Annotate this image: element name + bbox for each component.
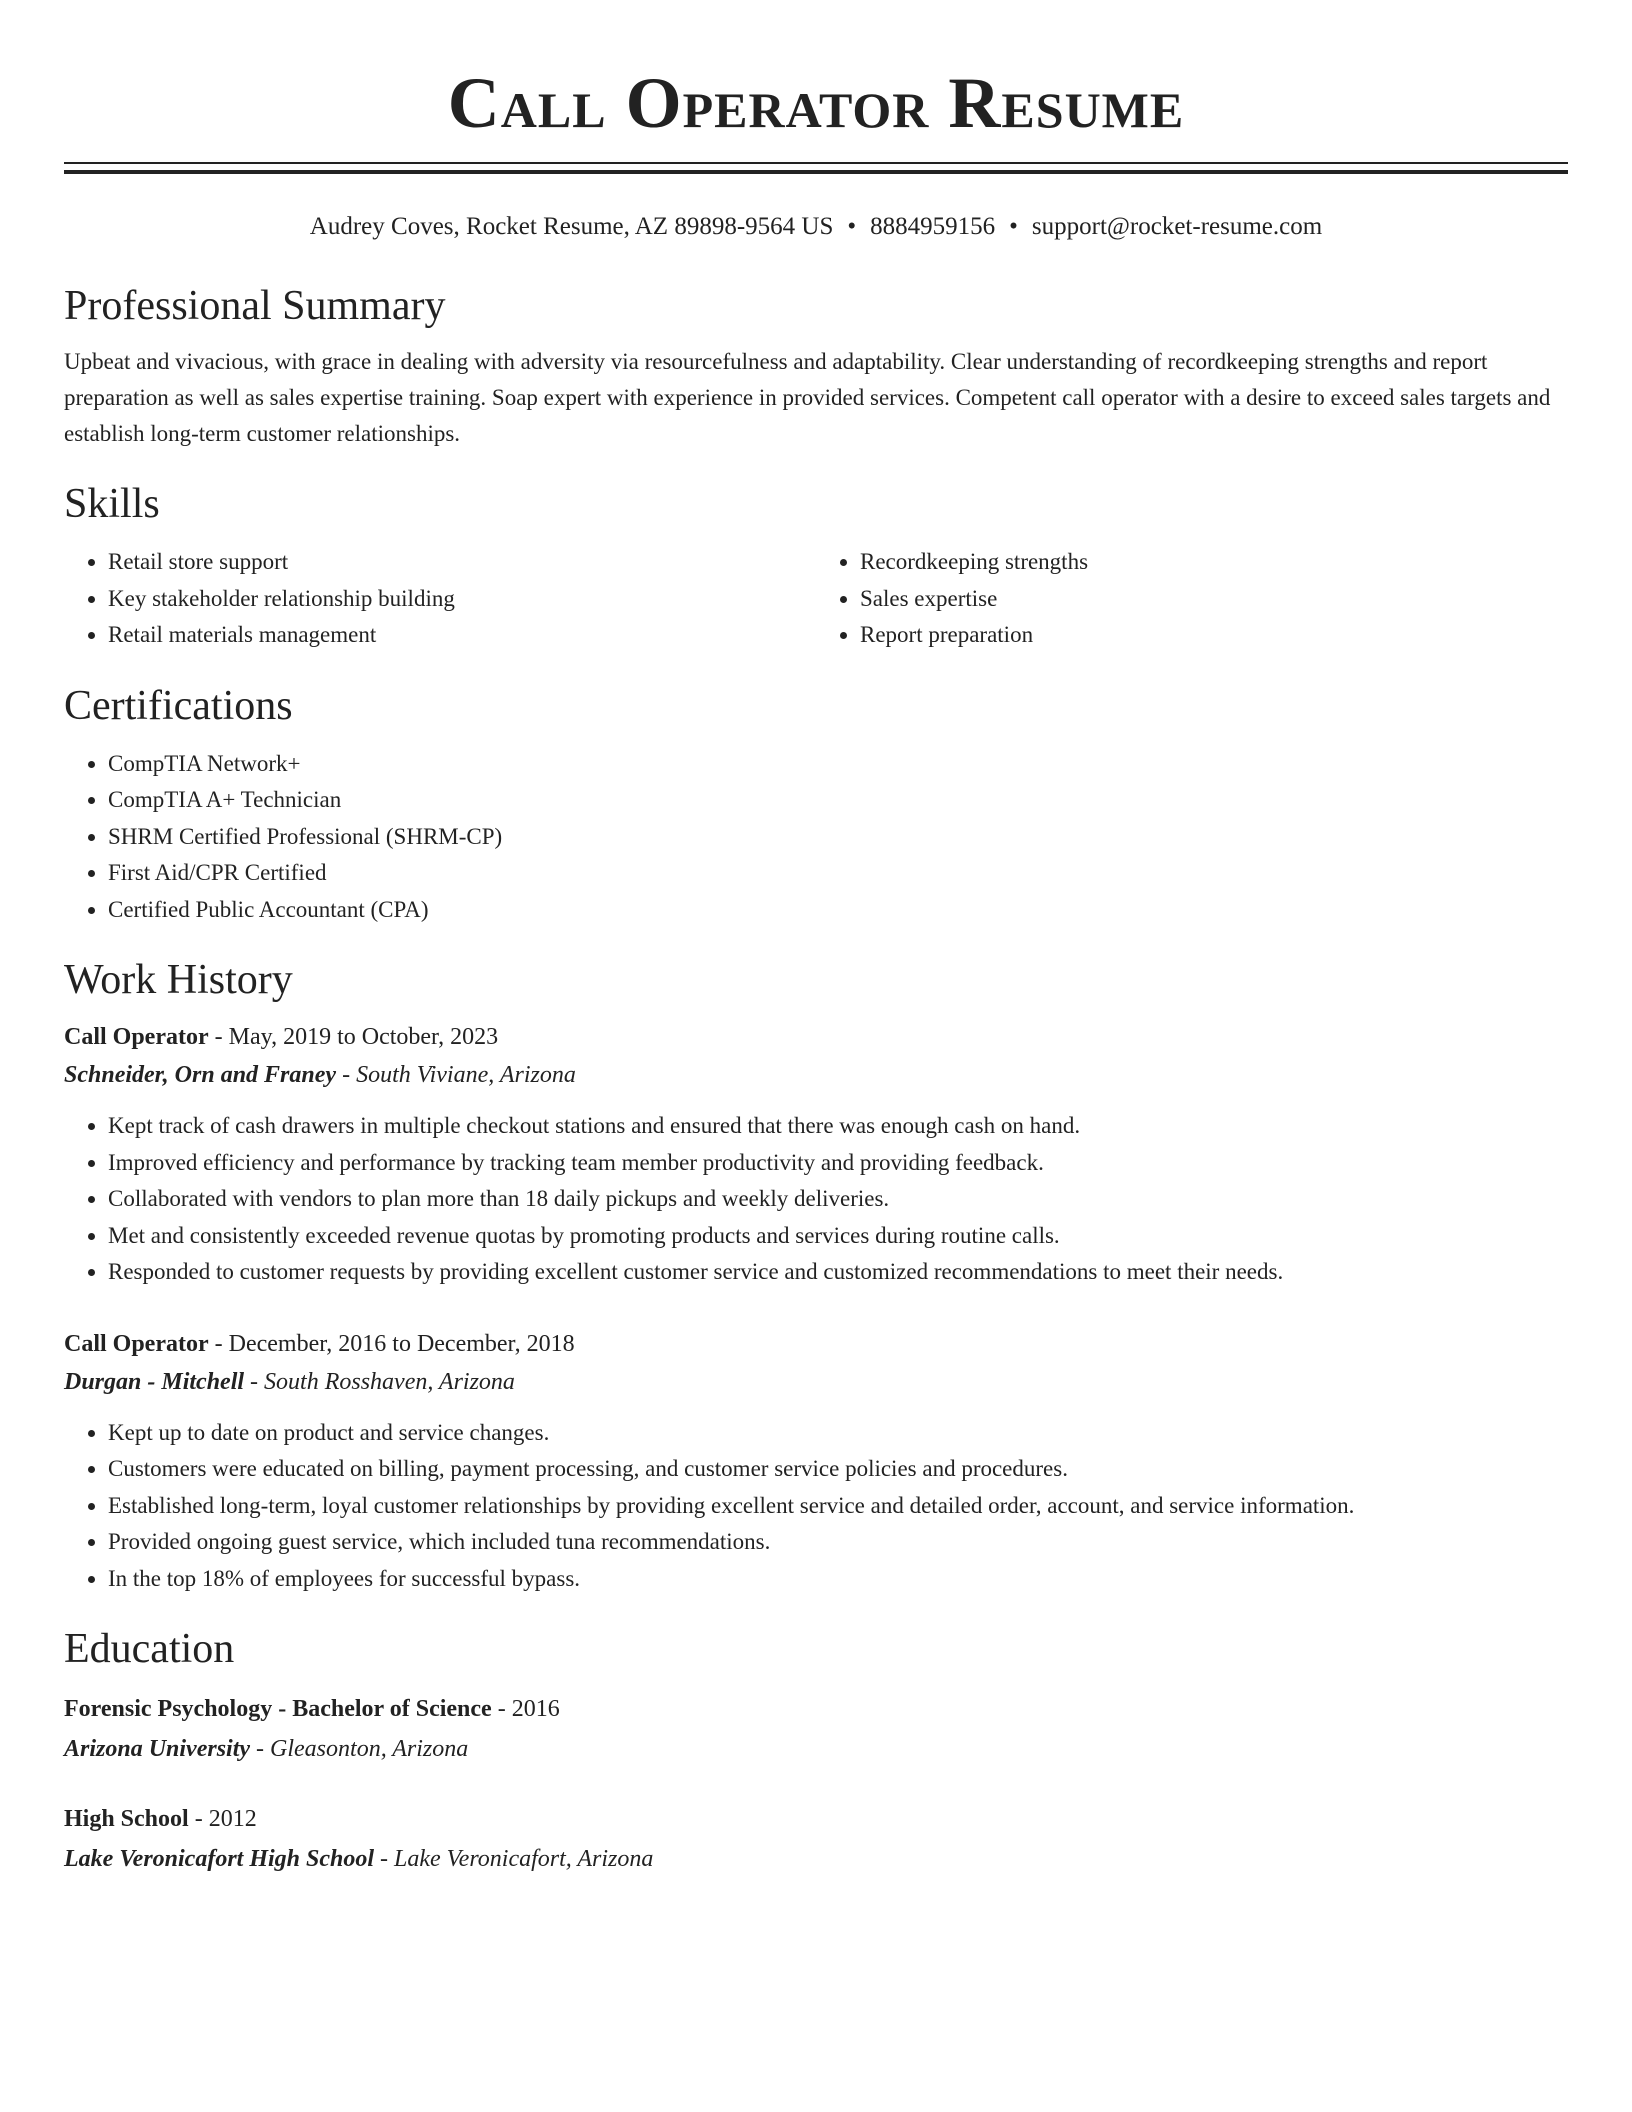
education-school-line: Arizona University - Gleasonton, Arizona bbox=[64, 1736, 469, 1762]
job-location: South Viviane, Arizona bbox=[356, 1062, 576, 1088]
skill-item: • Sales expertise bbox=[860, 581, 1568, 618]
contact-email: support@rocket-resume.com bbox=[1031, 213, 1323, 240]
job-bullet: • Collaborated with vendors to plan more than 18 daily pickups and weekly deliveries. bbox=[108, 1181, 1568, 1218]
education-degree: High School bbox=[64, 1806, 189, 1832]
job-company: Durgan - Mitchell bbox=[64, 1368, 245, 1395]
job-bullet: • Kept track of cash drawers in multiple checkout stations and ensured that there was enough cash on hand. bbox=[108, 1108, 1568, 1145]
summary-text: Upbeat and vivacious, with grace in dealing with adversity via resourcefulness and adaptability. Clear understanding of recordkeeping strengths and report preparation as well as sales expertise training. Soap expert with experience in provided services. Competent call operator with a desire to exceed sales targets and establish long-term customer relationships. bbox=[64, 349, 1551, 446]
certification-item: • SHRM Certified Professional (SHRM-CP) bbox=[108, 819, 1568, 856]
certification-item: • First Aid/CPR Certified bbox=[108, 855, 1568, 892]
job-bullet: • Responded to customer requests by providing excellent customer service and customized recommendations to meet their needs. bbox=[108, 1254, 1568, 1291]
divider-thick-line bbox=[64, 170, 1568, 174]
contact-separator: • bbox=[847, 213, 857, 240]
job-bullet: • Met and consistently exceeded revenue quotas by promoting products and services during routine calls. bbox=[108, 1218, 1568, 1255]
job-company-line: Durgan - Mitchell - South Rosshaven, Arizona bbox=[64, 1368, 515, 1395]
education-school: Arizona University bbox=[64, 1736, 251, 1762]
certification-item: • Certified Public Accountant (CPA) bbox=[108, 892, 1568, 929]
education-school-line: Lake Veronicafort High School - Lake Veronicafort, Arizona bbox=[64, 1846, 654, 1872]
education-location: Lake Veronicafort, Arizona bbox=[394, 1846, 654, 1872]
education-year: 2016 bbox=[511, 1696, 560, 1722]
education-entry bbox=[64, 1689, 1568, 1769]
title-divider bbox=[64, 162, 1568, 174]
job-dates: December, 2016 to December, 2018 bbox=[228, 1330, 575, 1357]
job-bullet: • Established long-term, loyal customer relationships by providing excellent service and detailed order, account, and service information. bbox=[108, 1488, 1568, 1525]
job-company: Schneider, Orn and Franey bbox=[64, 1062, 337, 1088]
education-entry bbox=[64, 1799, 1568, 1879]
job-location: South Rosshaven, Arizona bbox=[264, 1368, 515, 1395]
certification-item: • CompTIA A+ Technician bbox=[108, 782, 1568, 819]
skill-item: • Retail materials management bbox=[108, 617, 816, 654]
job-role: Call Operator bbox=[64, 1024, 209, 1050]
job-bullets bbox=[64, 1415, 1568, 1598]
education-year: 2012 bbox=[208, 1806, 257, 1832]
skills-heading: Skills bbox=[64, 481, 160, 527]
skills-columns bbox=[64, 544, 1568, 654]
education-degree-line: High School - 2012 bbox=[64, 1806, 257, 1832]
contact-phone: 8884959156 bbox=[870, 213, 996, 240]
resume-title: Call Operator Resume bbox=[447, 63, 1185, 143]
education-school: Lake Veronicafort High School bbox=[64, 1846, 375, 1872]
contact-separator: • bbox=[1009, 213, 1018, 240]
job-dates: May, 2019 to October, 2023 bbox=[228, 1024, 499, 1050]
job-bullet: • Improved efficiency and performance by tracking team member productivity and providing feedback. bbox=[108, 1145, 1568, 1182]
skill-item: • Key stakeholder relationship building bbox=[108, 581, 816, 618]
education-degree-line: Forensic Psychology - Bachelor of Science - 2016 bbox=[64, 1696, 560, 1722]
divider-thin-line bbox=[64, 162, 1568, 164]
summary-heading: Professional Summary bbox=[64, 283, 446, 329]
job-bullet: • Customers were educated on billing, payment processing, and customer service policies and procedures. bbox=[108, 1451, 1568, 1488]
skill-item: • Recordkeeping strengths bbox=[860, 544, 1568, 581]
job-title-line: Call Operator - May, 2019 to October, 2023 bbox=[64, 1024, 499, 1050]
job-bullet: • In the top 18% of employees for successful bypass. bbox=[108, 1561, 1568, 1598]
skills-list-right bbox=[816, 544, 1568, 654]
job-entry bbox=[64, 1325, 1568, 1598]
job-bullet: • Kept up to date on product and service changes. bbox=[108, 1415, 1568, 1452]
job-role: Call Operator bbox=[64, 1330, 209, 1357]
job-bullet: • Provided ongoing guest service, which included tuna recommendations. bbox=[108, 1524, 1568, 1561]
work-history-heading: Work History bbox=[64, 957, 293, 1003]
education-degree: Forensic Psychology - Bachelor of Science bbox=[64, 1696, 492, 1722]
certifications-heading: Certifications bbox=[64, 682, 293, 729]
job-title-line: Call Operator - December, 2016 to December, 2018 bbox=[64, 1330, 575, 1357]
skills-list-left bbox=[64, 544, 816, 654]
education-location: Gleasonton, Arizona bbox=[270, 1736, 469, 1762]
job-bullets bbox=[64, 1108, 1568, 1291]
contact-address: Audrey Coves, Rocket Resume, AZ 89898-9564 US bbox=[309, 213, 834, 240]
job-entry bbox=[64, 1018, 1568, 1291]
certification-item: • CompTIA Network+ bbox=[108, 746, 1568, 783]
job-company-line: Schneider, Orn and Franey - South Viviane, Arizona bbox=[64, 1062, 576, 1088]
contact-line bbox=[64, 210, 1568, 244]
skill-item: • Retail store support bbox=[108, 544, 816, 581]
skill-item: • Report preparation bbox=[860, 617, 1568, 654]
education-heading: Education bbox=[64, 1626, 235, 1672]
certifications-list bbox=[64, 746, 1568, 929]
